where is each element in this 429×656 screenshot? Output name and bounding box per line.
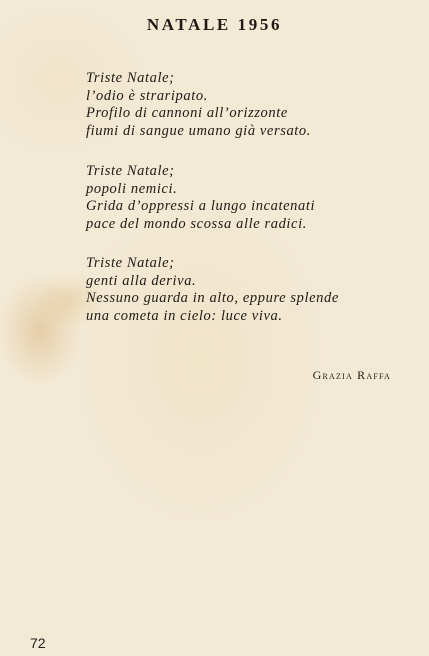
poem-line: Triste Natale; [86,163,175,179]
stanza-3 [86,255,339,325]
poem-line: pace del mondo scossa alle radici. [86,215,307,232]
poem-title: NATALE 1956 [146,15,283,34]
poem-line: Triste Natale; [86,255,175,271]
poem-line: genti alla deriva. [86,272,197,289]
stanza-1 [86,70,311,140]
page-number: 72 [30,635,46,651]
poem-line: fiumi di sangue umano già versato. [86,122,311,139]
poem-line: Nessuno guarda in alto, eppure splende [86,290,339,307]
poem-line: l’odio è straripato. [86,87,208,104]
poem-line: Triste Natale; [86,70,175,86]
poem-line: popoli nemici. [86,180,178,197]
author-signature: Grazia Raffa [312,368,391,382]
poem-line: una cometa in cielo: luce viva. [86,307,283,324]
poem-line: Profilo di cannoni all’orizzonte [86,105,288,122]
stanza-2 [86,163,315,233]
poem-line: Grida d’oppressi a lungo incatenati [86,198,316,215]
